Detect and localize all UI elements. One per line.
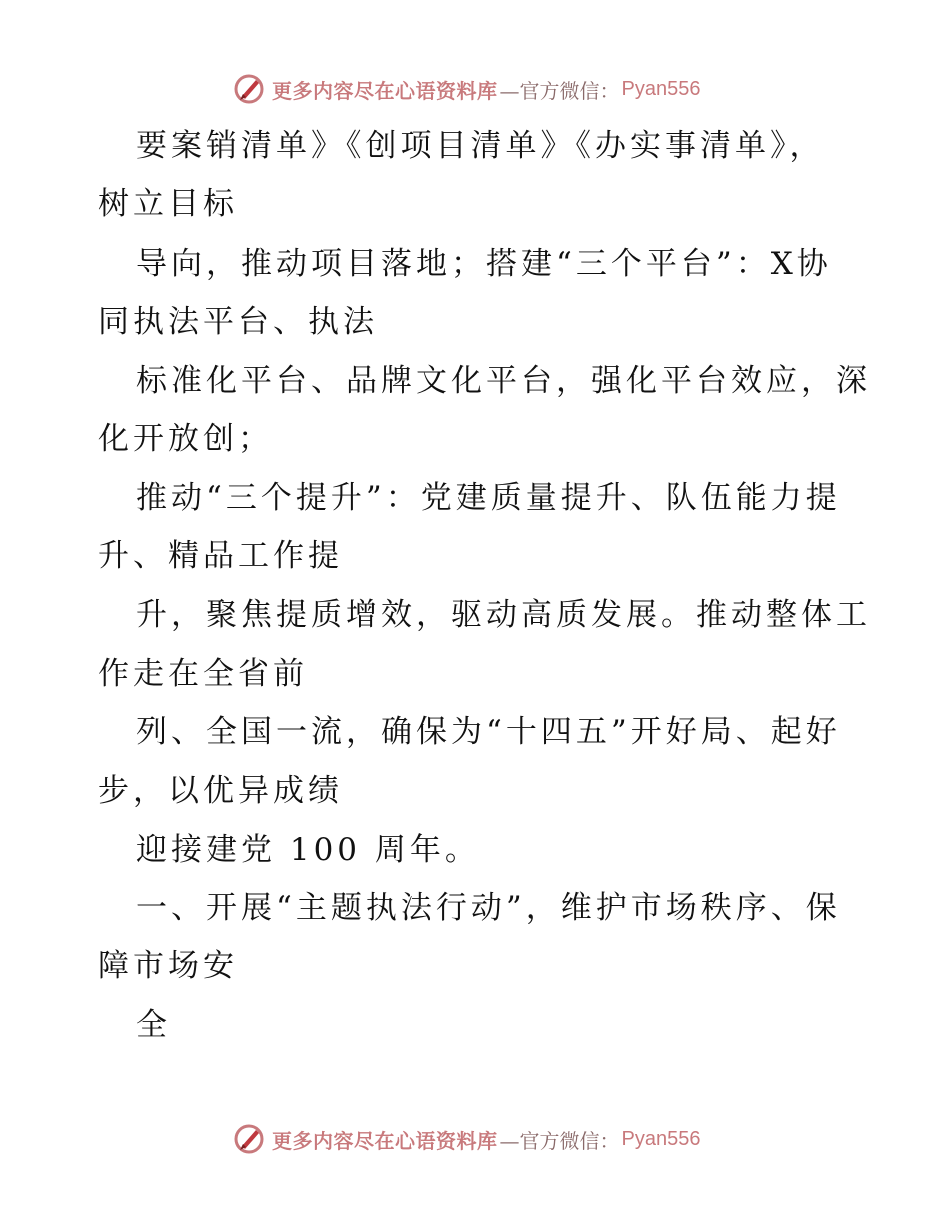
text-line: 升，聚焦提质增效，驱动高质发展。推动整体工 [136,597,871,633]
footer-watermark-banner [232,1120,718,1158]
text-line: 障市场安 [98,948,238,984]
text-line: 树立目标 [98,186,238,222]
text-line: 作走在全省前 [98,656,308,692]
banner-side-text: —官方微信： [499,1128,620,1153]
text-line: 标准化平台、品牌文化平台，强化平台效应，深 [136,363,871,399]
text-line: 升、精品工作提 [98,538,343,574]
banner-main-text: 更多内容尽在心语资料库 [272,1128,498,1153]
text-line: 步，以优异成绩 [98,773,343,809]
banner-side-text: —官方微信： [499,78,620,103]
text-line: 要案销清单》《创项目清单》《办实事清单》， [136,128,825,164]
quill-logo-icon [232,1122,266,1156]
banner-main-text: 更多内容尽在心语资料库 [272,78,498,103]
text-line: 导向，推动项目落地；搭建“三个平台”：X协 [136,246,832,282]
text-line: 一、开展“主题执法行动”，维护市场秩序、保 [136,890,841,926]
text-line: 推动“三个提升”：党建质量提升、队伍能力提 [136,480,841,516]
banner-id-text: Pyan556 [621,1127,701,1150]
text-line: 迎接建党 100 周年。 [136,832,480,868]
text-line: 全 [136,1007,171,1043]
header-watermark-banner [232,70,718,108]
text-line: 列、全国一流，确保为“十四五”开好局、起好 [136,714,841,750]
text-line: 化开放创； [98,421,273,457]
quill-logo-icon [232,72,266,106]
text-line: 同执法平台、执法 [98,304,378,340]
banner-id-text: Pyan556 [621,77,701,100]
